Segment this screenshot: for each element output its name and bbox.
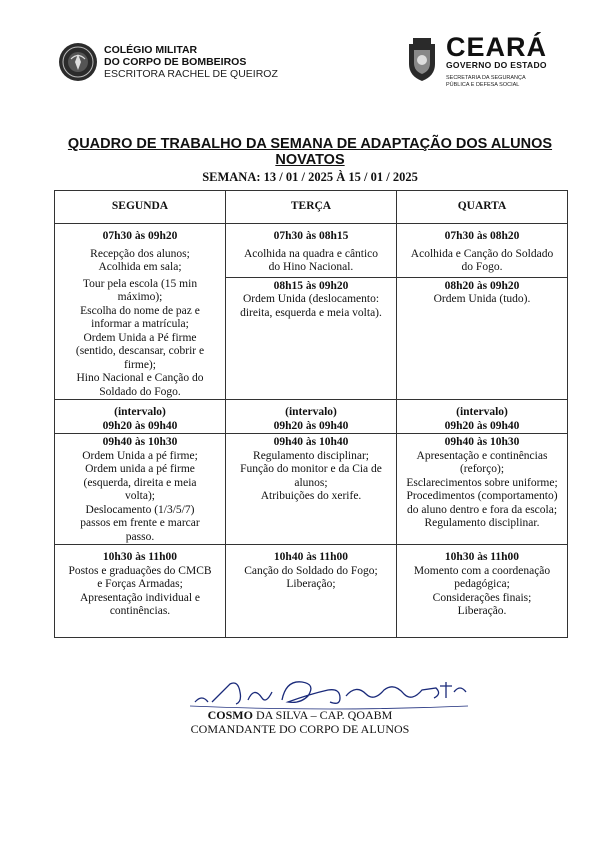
time-slot: 07h30 às 08h20 xyxy=(444,230,520,242)
state-coat-of-arms-logo xyxy=(405,36,439,82)
activity-line: (esquerda, direita e meia xyxy=(83,476,197,489)
signatory-name-rest: DA SILVA – CAP. QOABM xyxy=(252,708,393,722)
time-slot: 09h20 às 09h40 xyxy=(102,419,178,432)
institution-name xyxy=(104,44,278,80)
activity-line: Liberação. xyxy=(457,605,507,617)
table-header-row xyxy=(55,191,568,224)
schedule-cell xyxy=(55,400,226,434)
time-slot: 09h20 às 09h40 xyxy=(444,419,520,432)
activity-line: Acolhida em sala; xyxy=(98,261,182,273)
activity-line: Apresentação individual e xyxy=(79,591,201,604)
time-slot: 10h40 às 11h00 xyxy=(273,551,349,563)
activity-line: Regulamento disciplinar. xyxy=(424,517,540,529)
schedule-cell xyxy=(55,224,226,400)
activity-line: firme); xyxy=(124,358,156,371)
document-title xyxy=(40,136,580,168)
schedule-cell xyxy=(226,400,397,434)
activity-line: Deslocamento (1/3/5/7) xyxy=(85,503,195,516)
signatory-name-bold: COSMO xyxy=(207,708,253,722)
schedule-cell xyxy=(226,434,397,545)
state-government: GOVERNO DO ESTADO xyxy=(446,60,547,70)
activity-line: Ordem unida a pé firme xyxy=(85,463,195,475)
activity-line: Ordem Unida a Pé firme xyxy=(83,331,197,344)
activity-line: Função do monitor e da Cia de xyxy=(240,463,382,475)
activity-line: pedagógica; xyxy=(454,578,510,590)
schedule-cell xyxy=(226,545,397,638)
state-name: CEARÁ xyxy=(446,32,548,62)
time-slot: 09h20 às 09h40 xyxy=(273,419,349,432)
activity-line: Canção do Soldado do Fogo; xyxy=(244,564,378,577)
secretariat-line-2: PÚBLICA E DEFESA SOCIAL xyxy=(446,81,520,88)
title-line-1: QUADRO DE TRABALHO DA SEMANA DE ADAPTAÇÃO DOS ALUNOS xyxy=(67,136,553,152)
week-range: SEMANA: 13 / 01 / 2025 À 15 / 01 / 2025 xyxy=(202,170,418,184)
schedule-cell xyxy=(55,434,226,545)
schedule-cell xyxy=(397,434,568,545)
signatory-role: COMANDANTE DO CORPO DE ALUNOS xyxy=(190,722,410,736)
activity-line: Esclarecimentos sobre uniforme; xyxy=(406,476,558,489)
activity-line: volta); xyxy=(124,490,156,502)
time-slot: 07h30 às 09h20 xyxy=(102,230,178,242)
activity-line: Ordem Unida a pé firme; xyxy=(82,449,198,462)
activity-line: Acolhida e Canção do Soldado xyxy=(410,247,554,260)
schedule-cell xyxy=(397,545,568,638)
activity-line: Considerações finais; xyxy=(432,591,532,604)
signatory-block xyxy=(160,708,440,736)
activity-line: Hino Nacional e Canção do xyxy=(76,372,204,384)
time-subdivision xyxy=(226,277,396,321)
time-slot: 09h40 às 10h30 xyxy=(102,436,178,448)
college-emblem-logo xyxy=(58,42,98,82)
schedule-cell xyxy=(55,545,226,638)
institution-line-1: COLÉGIO MILITAR xyxy=(104,44,198,56)
time-slot: 09h40 às 10h40 xyxy=(273,436,349,448)
activity-line: informar a matrícula; xyxy=(91,318,189,330)
schedule-cell xyxy=(397,400,568,434)
activity-line: Atribuições do xerife. xyxy=(260,490,362,502)
activity-line: do Hino Nacional. xyxy=(268,261,354,273)
activity-line: Escolha do nome de paz e xyxy=(80,304,200,317)
state-government-mark xyxy=(446,33,547,88)
activity-line: do Fogo. xyxy=(461,261,503,273)
activity-line: Soldado do Fogo. xyxy=(99,385,181,398)
time-slot: 10h30 às 11h00 xyxy=(444,551,520,563)
institution-line-3: ESCRITORA RACHEL DE QUEIROZ xyxy=(104,68,278,80)
time-slot: 08h15 às 09h20 xyxy=(273,279,349,292)
secretariat-line-1: SECRETARIA DA SEGURANÇA xyxy=(446,75,526,81)
handwritten-signature xyxy=(190,672,470,712)
schedule-cell xyxy=(397,224,568,400)
day-header-monday: SEGUNDA xyxy=(55,191,226,224)
time-slot: 08h20 às 09h20 xyxy=(444,279,520,292)
activity-line: (sentido, descansar, cobrir e xyxy=(75,345,205,357)
time-subdivision xyxy=(397,277,567,307)
table-row xyxy=(55,224,568,400)
activity-line: passos em frente e marcar xyxy=(80,517,200,529)
activity-line: Ordem Unida (deslocamento: xyxy=(242,293,380,305)
activity-line: direita, esquerda e meia volta). xyxy=(240,306,382,319)
signatory-name xyxy=(160,708,440,722)
activity-line: Recepção dos alunos; xyxy=(90,247,190,260)
activity-line: Liberação; xyxy=(286,578,336,590)
interval-label: (intervalo) xyxy=(456,406,508,418)
institution-line-2: DO CORPO DE BOMBEIROS xyxy=(104,56,247,68)
time-slot: 07h30 às 08h15 xyxy=(273,230,349,242)
time-slot: 10h30 às 11h00 xyxy=(102,551,178,563)
table-row xyxy=(55,400,568,434)
activity-line: Ordem Unida (tudo). xyxy=(433,293,531,305)
day-header-tuesday: TERÇA xyxy=(226,191,397,224)
activity-line: máximo); xyxy=(117,291,163,303)
activity-line: do aluno dentro e fora da escola; xyxy=(406,503,558,516)
interval-label: (intervalo) xyxy=(114,406,166,418)
table-row xyxy=(55,545,568,638)
interval-label: (intervalo) xyxy=(285,406,337,418)
activity-line: (reforço); xyxy=(459,463,505,475)
activity-line: Regulamento disciplinar; xyxy=(253,449,369,462)
activity-line: Tour pela escola (15 min xyxy=(82,277,198,290)
activity-line: Momento com a coordenação xyxy=(413,564,551,577)
activity-line: continências. xyxy=(109,605,171,617)
schedule-table xyxy=(54,190,568,638)
activity-line: passo. xyxy=(125,530,155,543)
activity-line: Acolhida na quadra e cântico xyxy=(243,247,379,260)
activity-line: Procedimentos (comportamento) xyxy=(406,490,558,502)
activity-line: Apresentação e continências xyxy=(416,449,548,462)
activity-line: alunos; xyxy=(294,476,328,489)
activity-line: Postos e graduações do CMCB xyxy=(68,564,212,577)
activity-line: e Forças Armadas; xyxy=(97,578,183,590)
day-header-wednesday: QUARTA xyxy=(397,191,568,224)
time-slot: 09h40 às 10h30 xyxy=(444,436,520,448)
title-line-2: NOVATOS xyxy=(275,152,345,168)
schedule-cell xyxy=(226,224,397,400)
table-row xyxy=(55,434,568,545)
